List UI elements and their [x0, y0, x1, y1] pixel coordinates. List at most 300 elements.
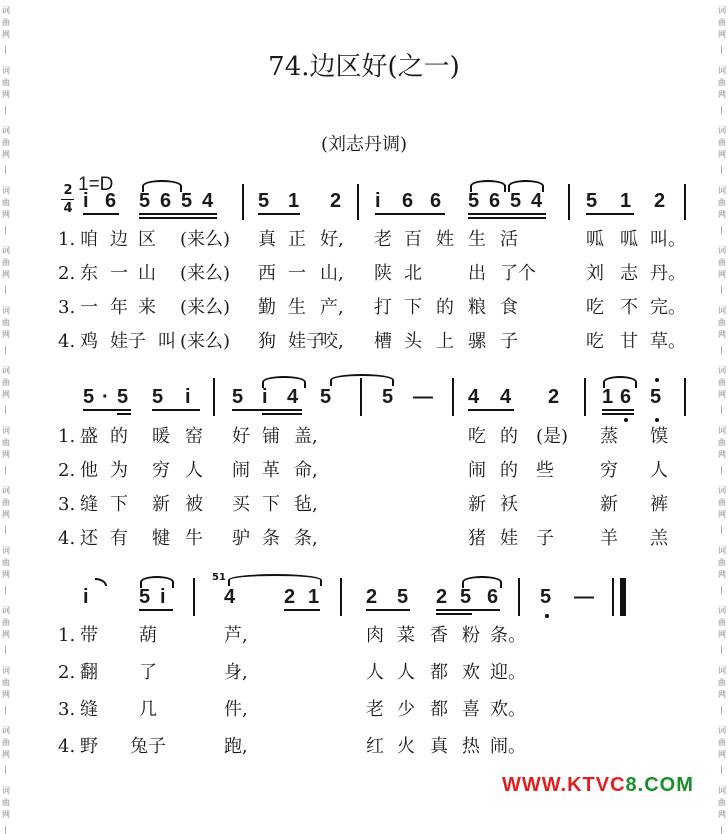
lyric-syllable: (来么)	[180, 229, 231, 250]
lyric-syllable: 好	[232, 426, 250, 447]
edge-mark-char: 网	[718, 570, 726, 579]
lyric-syllable: 人	[366, 662, 384, 683]
lyric-syllable: (来么)	[180, 331, 231, 352]
edge-mark-char: 曲	[2, 498, 10, 507]
lyric-syllable: 人	[650, 460, 668, 481]
lyric-syllable: 穷	[600, 460, 618, 481]
lyric-syllable: 丹。	[650, 263, 686, 284]
lower-octave-dot	[655, 418, 659, 422]
edge-mark-char: 曲	[718, 258, 726, 267]
edge-mark-char: 曲	[718, 798, 726, 807]
lyric-syllable: 的	[500, 426, 518, 447]
note: 5	[468, 190, 480, 212]
note: 5	[258, 190, 270, 212]
lyric-syllable: 兔子	[130, 736, 166, 757]
edge-mark-char: 网	[718, 750, 726, 759]
lyric-syllable: 下	[404, 297, 422, 318]
edge-mark-char: 网	[2, 630, 10, 639]
lyric-syllable: (是)	[536, 426, 569, 447]
lyric-syllable: 穷	[152, 460, 170, 481]
lyric-syllable: 下	[262, 494, 280, 515]
lyric-syllable: 的	[110, 426, 128, 447]
edge-mark-char: 曲	[718, 18, 726, 27]
edge-mark-char: 网	[2, 510, 10, 519]
lyric-syllable: 粉	[462, 625, 480, 646]
grace-notes: 51	[212, 572, 226, 583]
lyric-syllable: 娃	[500, 528, 518, 549]
lyric-syllable: 人	[397, 662, 415, 683]
edge-mark-char: 词	[2, 306, 10, 315]
lyric-syllable: 打	[374, 297, 392, 318]
note: 2	[654, 190, 666, 212]
edge-mark-line	[5, 766, 6, 774]
edge-mark-char: 词	[2, 486, 10, 495]
edge-mark-line	[721, 526, 722, 534]
lyric-syllable: 了	[139, 662, 157, 683]
edge-mark-char: 曲	[718, 138, 726, 147]
sixteenth-beam	[117, 413, 131, 415]
lyric-syllable: 叫	[158, 331, 176, 352]
lyric-syllable: 产,	[320, 297, 344, 318]
eighth-beam	[83, 409, 131, 411]
note: 5	[232, 386, 244, 408]
verse-number: 2.	[58, 662, 76, 683]
edge-mark-char: 词	[2, 786, 10, 795]
dash: —	[413, 386, 433, 408]
sixteenth-beam	[602, 413, 634, 415]
note: 2	[548, 386, 560, 408]
lyric-syllable: 带	[80, 625, 98, 646]
edge-mark-char: 曲	[2, 78, 10, 87]
edge-mark-char: 网	[2, 270, 10, 279]
edge-mark-line	[721, 826, 722, 834]
note: 4	[531, 190, 543, 212]
note: i	[375, 190, 381, 212]
lyric-syllable: 新	[468, 494, 486, 515]
edge-mark-char: 曲	[718, 378, 726, 387]
verse-number: 4.	[58, 331, 76, 352]
edge-mark-char: 词	[718, 726, 726, 735]
edge-mark-line	[5, 106, 6, 114]
note: 5	[460, 586, 472, 608]
lyric-syllable: 缝	[80, 494, 98, 515]
edge-mark-line	[721, 706, 722, 714]
edge-mark-char: 网	[2, 210, 10, 219]
edge-mark-char: 词	[2, 126, 10, 135]
edge-mark-char: 词	[2, 666, 10, 675]
note: 6	[160, 190, 172, 212]
note: 1	[308, 586, 320, 608]
edge-mark-char: 词	[718, 366, 726, 375]
lyric-syllable: 为	[110, 460, 128, 481]
lyric-syllable: 件,	[224, 699, 248, 720]
lyric-syllable: 年	[110, 297, 128, 318]
lyric-syllable: 毡,	[294, 494, 318, 515]
bar-line	[193, 578, 195, 616]
edge-mark-char: 词	[718, 546, 726, 555]
edge-mark-char: 词	[718, 6, 726, 15]
lyric-syllable: 一	[288, 263, 306, 284]
lyric-syllable: 羔	[650, 528, 668, 549]
lyric-syllable: 裤	[650, 494, 668, 515]
edge-mark-char: 曲	[718, 318, 726, 327]
lyric-syllable: 缝	[80, 699, 98, 720]
edge-mark-char: 词	[2, 66, 10, 75]
note: 2	[366, 586, 378, 608]
edge-mark-char: 曲	[2, 678, 10, 687]
edge-mark-line	[721, 286, 722, 294]
edge-mark-char: 网	[718, 90, 726, 99]
lyric-syllable: 翻	[80, 662, 98, 683]
edge-mark-char: 曲	[718, 78, 726, 87]
lyric-syllable: 槽	[374, 331, 392, 352]
slur	[262, 376, 306, 388]
edge-mark-char: 曲	[2, 618, 10, 627]
key-signature: 1=D	[78, 174, 114, 195]
lyric-syllable: 老	[366, 699, 384, 720]
edge-mark-line	[5, 346, 6, 354]
lyric-syllable: 吃	[586, 297, 604, 318]
lyric-syllable: 芦,	[224, 625, 248, 646]
lyric-syllable: 生	[288, 297, 306, 318]
edge-mark-char: 词	[2, 246, 10, 255]
lyric-syllable: 条。	[490, 625, 526, 646]
lyric-syllable: 热	[462, 736, 480, 757]
note: 5	[117, 386, 129, 408]
edge-mark-char: 词	[2, 186, 10, 195]
lyric-syllable: 迎。	[490, 662, 526, 683]
note: 5	[397, 586, 409, 608]
lyric-syllable: 山,	[320, 263, 344, 284]
verse-number: 1.	[58, 229, 76, 250]
edge-mark-char: 曲	[2, 198, 10, 207]
edge-mark-char: 网	[718, 270, 726, 279]
sixteenth-beam	[468, 213, 546, 215]
edge-mark-char: 词	[2, 366, 10, 375]
lyric-syllable: 闹	[468, 460, 486, 481]
edge-mark-line	[5, 646, 6, 654]
lyric-syllable: 山	[138, 263, 156, 284]
note: 5	[320, 386, 332, 408]
edge-mark-line	[5, 826, 6, 834]
eighth-beam	[602, 409, 634, 411]
lyric-syllable: 陕	[374, 263, 392, 284]
lyric-syllable: 上	[436, 331, 454, 352]
note: 5	[586, 190, 598, 212]
edge-mark-char: 曲	[718, 558, 726, 567]
breath-mark	[95, 578, 107, 586]
lyric-syllable: 盛	[80, 426, 98, 447]
edge-mark-char: 词	[718, 306, 726, 315]
edge-mark-char: 曲	[718, 438, 726, 447]
lyric-syllable: 娃子	[110, 331, 146, 352]
edge-mark-char: 网	[2, 570, 10, 579]
edge-mark-char: 网	[718, 390, 726, 399]
lyric-syllable: 野	[80, 736, 98, 757]
note: 6	[620, 386, 632, 408]
edge-mark-char: 曲	[2, 318, 10, 327]
edge-mark-line	[721, 766, 722, 774]
lyric-syllable: 犍	[152, 528, 170, 549]
edge-mark-char: 曲	[2, 558, 10, 567]
edge-mark-char: 词	[718, 246, 726, 255]
left-edge-marks	[0, 0, 12, 825]
edge-mark-char: 词	[2, 426, 10, 435]
upper-dot	[655, 378, 659, 382]
edge-mark-char: 网	[2, 90, 10, 99]
verse-number: 2.	[58, 263, 76, 284]
lyric-syllable: 志	[620, 263, 638, 284]
eighth-beam	[375, 213, 445, 215]
note: i	[160, 586, 166, 608]
note: 6	[489, 190, 501, 212]
edge-mark-line	[5, 466, 6, 474]
edge-mark-char: 网	[718, 30, 726, 39]
lyric-syllable: 百	[404, 229, 422, 250]
lyric-syllable: 好,	[320, 229, 344, 250]
edge-mark-line	[5, 226, 6, 234]
note: 1	[288, 190, 300, 212]
lyric-syllable: 跑,	[224, 736, 248, 757]
edge-mark-char: 词	[718, 486, 726, 495]
lyric-syllable: 食	[500, 297, 518, 318]
lyric-syllable: 了个	[500, 263, 536, 284]
lyric-syllable: 牛	[185, 528, 203, 549]
edge-mark-line	[721, 226, 722, 234]
lyric-syllable: 老	[374, 229, 392, 250]
verse-number: 4.	[58, 736, 76, 757]
edge-mark-line	[5, 706, 6, 714]
slur	[140, 576, 174, 588]
edge-mark-char: 网	[718, 210, 726, 219]
eighth-beam	[83, 213, 119, 215]
bar-line	[684, 378, 686, 416]
note: 6	[402, 190, 414, 212]
edge-mark-char: 曲	[2, 138, 10, 147]
lyric-syllable: 区	[138, 229, 156, 250]
edge-mark-char: 曲	[2, 438, 10, 447]
slur	[603, 376, 637, 388]
note: i	[83, 586, 89, 608]
edge-mark-char: 网	[2, 30, 10, 39]
edge-mark-char: 网	[2, 450, 10, 459]
edge-mark-char: 曲	[2, 258, 10, 267]
edge-mark-char: 曲	[2, 18, 10, 27]
lyric-syllable: 人	[185, 460, 203, 481]
lyric-syllable: 生	[468, 229, 486, 250]
lyric-syllable: 菜	[397, 625, 415, 646]
eighth-beam	[232, 409, 302, 411]
lyric-syllable: 命,	[294, 460, 318, 481]
edge-mark-line	[5, 586, 6, 594]
note: 2	[436, 586, 448, 608]
eighth-beam	[586, 213, 634, 215]
bar-line	[518, 578, 520, 616]
lyric-syllable: 吃	[586, 331, 604, 352]
lyric-syllable: 叫。	[650, 229, 686, 250]
edge-mark-char: 网	[2, 330, 10, 339]
dot: ·	[102, 386, 109, 408]
lyric-syllable: 革	[262, 460, 280, 481]
note: 1	[602, 386, 614, 408]
edge-mark-char: 词	[718, 606, 726, 615]
edge-mark-line	[5, 526, 6, 534]
lyric-syllable: 他	[80, 460, 98, 481]
note: 4	[500, 386, 512, 408]
lyric-syllable: 东	[80, 263, 98, 284]
lyric-syllable: 闹。	[490, 736, 526, 757]
final-bar-line	[620, 578, 626, 616]
edge-mark-char: 曲	[2, 798, 10, 807]
edge-mark-char: 网	[718, 510, 726, 519]
lower-octave-dot	[624, 418, 628, 422]
eighth-beam	[468, 409, 514, 411]
note: 4	[224, 586, 236, 608]
bar-line	[452, 378, 454, 416]
edge-mark-line	[721, 646, 722, 654]
slur	[508, 180, 544, 192]
lyric-syllable: 铺	[262, 426, 280, 447]
note: 2	[330, 190, 342, 212]
lyric-syllable: 边	[110, 229, 128, 250]
lyric-syllable: 草。	[650, 331, 686, 352]
lyric-syllable: 猪	[468, 528, 486, 549]
note: 5	[152, 386, 164, 408]
lyric-syllable: 狗	[258, 331, 276, 352]
lyric-syllable: 火	[397, 736, 415, 757]
lyric-syllable: 吃	[468, 426, 486, 447]
lyric-syllable: 来	[138, 297, 156, 318]
note: 4	[468, 386, 480, 408]
lyric-syllable: 子	[536, 528, 554, 549]
lyric-syllable: 北	[404, 263, 422, 284]
note: 5	[83, 386, 95, 408]
edge-mark-char: 词	[718, 186, 726, 195]
lyric-syllable: 刘	[586, 263, 604, 284]
lyric-syllable: 姓	[436, 229, 454, 250]
lyric-syllable: 驴	[232, 528, 250, 549]
lyric-syllable: 西	[258, 263, 276, 284]
verse-number: 3.	[58, 297, 76, 318]
song-title: 74.边区好(之一)	[268, 52, 460, 82]
edge-mark-char: 网	[2, 690, 10, 699]
edge-mark-char: 词	[718, 426, 726, 435]
lyric-syllable: 真	[258, 229, 276, 250]
time-signature-line	[61, 199, 74, 200]
edge-mark-char: 词	[718, 126, 726, 135]
edge-mark-char: 网	[2, 150, 10, 159]
edge-mark-char: 曲	[718, 678, 726, 687]
note: 1	[620, 190, 632, 212]
verse-number: 3.	[58, 494, 76, 515]
note: 5	[139, 190, 151, 212]
lyric-syllable: 头	[404, 331, 422, 352]
lyric-syllable: 欢。	[490, 699, 526, 720]
edge-mark-line	[5, 406, 6, 414]
edge-mark-char: 网	[718, 810, 726, 819]
lyric-syllable: 骡	[468, 331, 486, 352]
eighth-beam	[284, 609, 320, 611]
lyric-syllable: 袄	[500, 494, 518, 515]
lyric-syllable: (来么)	[180, 297, 231, 318]
lyric-syllable: 馍	[650, 426, 668, 447]
time-signature-bottom: 4	[63, 201, 73, 216]
edge-mark-line	[5, 286, 6, 294]
lyric-syllable: 都	[430, 699, 448, 720]
edge-mark-char: 曲	[718, 498, 726, 507]
eighth-beam	[366, 609, 410, 611]
sixteenth-beam	[436, 613, 472, 615]
edge-mark-char: 曲	[718, 738, 726, 747]
lyric-syllable: 香	[430, 625, 448, 646]
edge-mark-line	[721, 106, 722, 114]
lyric-syllable: 都	[430, 662, 448, 683]
note: 5	[510, 190, 522, 212]
lyric-syllable: 咱	[80, 229, 98, 250]
lyric-syllable: 几	[139, 699, 157, 720]
edge-mark-char: 曲	[718, 198, 726, 207]
edge-mark-line	[5, 166, 6, 174]
right-edge-marks	[716, 0, 728, 825]
lyric-syllable: 红	[366, 736, 384, 757]
verse-number: 4.	[58, 528, 76, 549]
edge-mark-char: 网	[718, 330, 726, 339]
note: 6	[487, 586, 499, 608]
edge-mark-char: 网	[2, 750, 10, 759]
lyric-syllable: 的	[500, 460, 518, 481]
lyric-syllable: 真	[430, 736, 448, 757]
lyric-syllable: 肉	[366, 625, 384, 646]
edge-mark-char: 网	[718, 690, 726, 699]
lyric-syllable: 有	[110, 528, 128, 549]
bar-line	[213, 378, 215, 416]
note: i	[185, 386, 191, 408]
lyric-syllable: 娃子	[288, 331, 324, 352]
edge-mark-char: 曲	[2, 738, 10, 747]
lyric-syllable: 鸡	[80, 331, 98, 352]
note: 6	[430, 190, 442, 212]
lyric-syllable: 下	[110, 494, 128, 515]
edge-mark-char: 词	[2, 546, 10, 555]
lyric-syllable: 暖	[152, 426, 170, 447]
sixteenth-beam	[139, 213, 217, 215]
edge-mark-line	[721, 406, 722, 414]
eighth-beam	[258, 213, 300, 215]
bar-line	[340, 578, 342, 616]
slur	[228, 574, 322, 586]
lyric-syllable: 咬,	[320, 331, 344, 352]
lyric-syllable: 条,	[294, 528, 318, 549]
note: 5	[139, 586, 151, 608]
edge-mark-char: 词	[2, 606, 10, 615]
note: 2	[284, 586, 296, 608]
lyric-syllable: 些	[536, 460, 554, 481]
edge-mark-char: 曲	[718, 618, 726, 627]
slur	[462, 576, 502, 588]
edge-mark-char: 词	[718, 66, 726, 75]
slur	[470, 180, 506, 192]
bar-line	[568, 184, 570, 220]
bar-line	[612, 578, 614, 616]
lyric-syllable: 新	[152, 494, 170, 515]
edge-mark-char: 词	[2, 6, 10, 15]
note: 5	[382, 386, 394, 408]
lyric-syllable: 完。	[650, 297, 686, 318]
lyric-syllable: 欢	[462, 662, 480, 683]
eighth-beam	[436, 609, 500, 611]
lyric-syllable: 少	[397, 699, 415, 720]
note: 4	[202, 190, 214, 212]
